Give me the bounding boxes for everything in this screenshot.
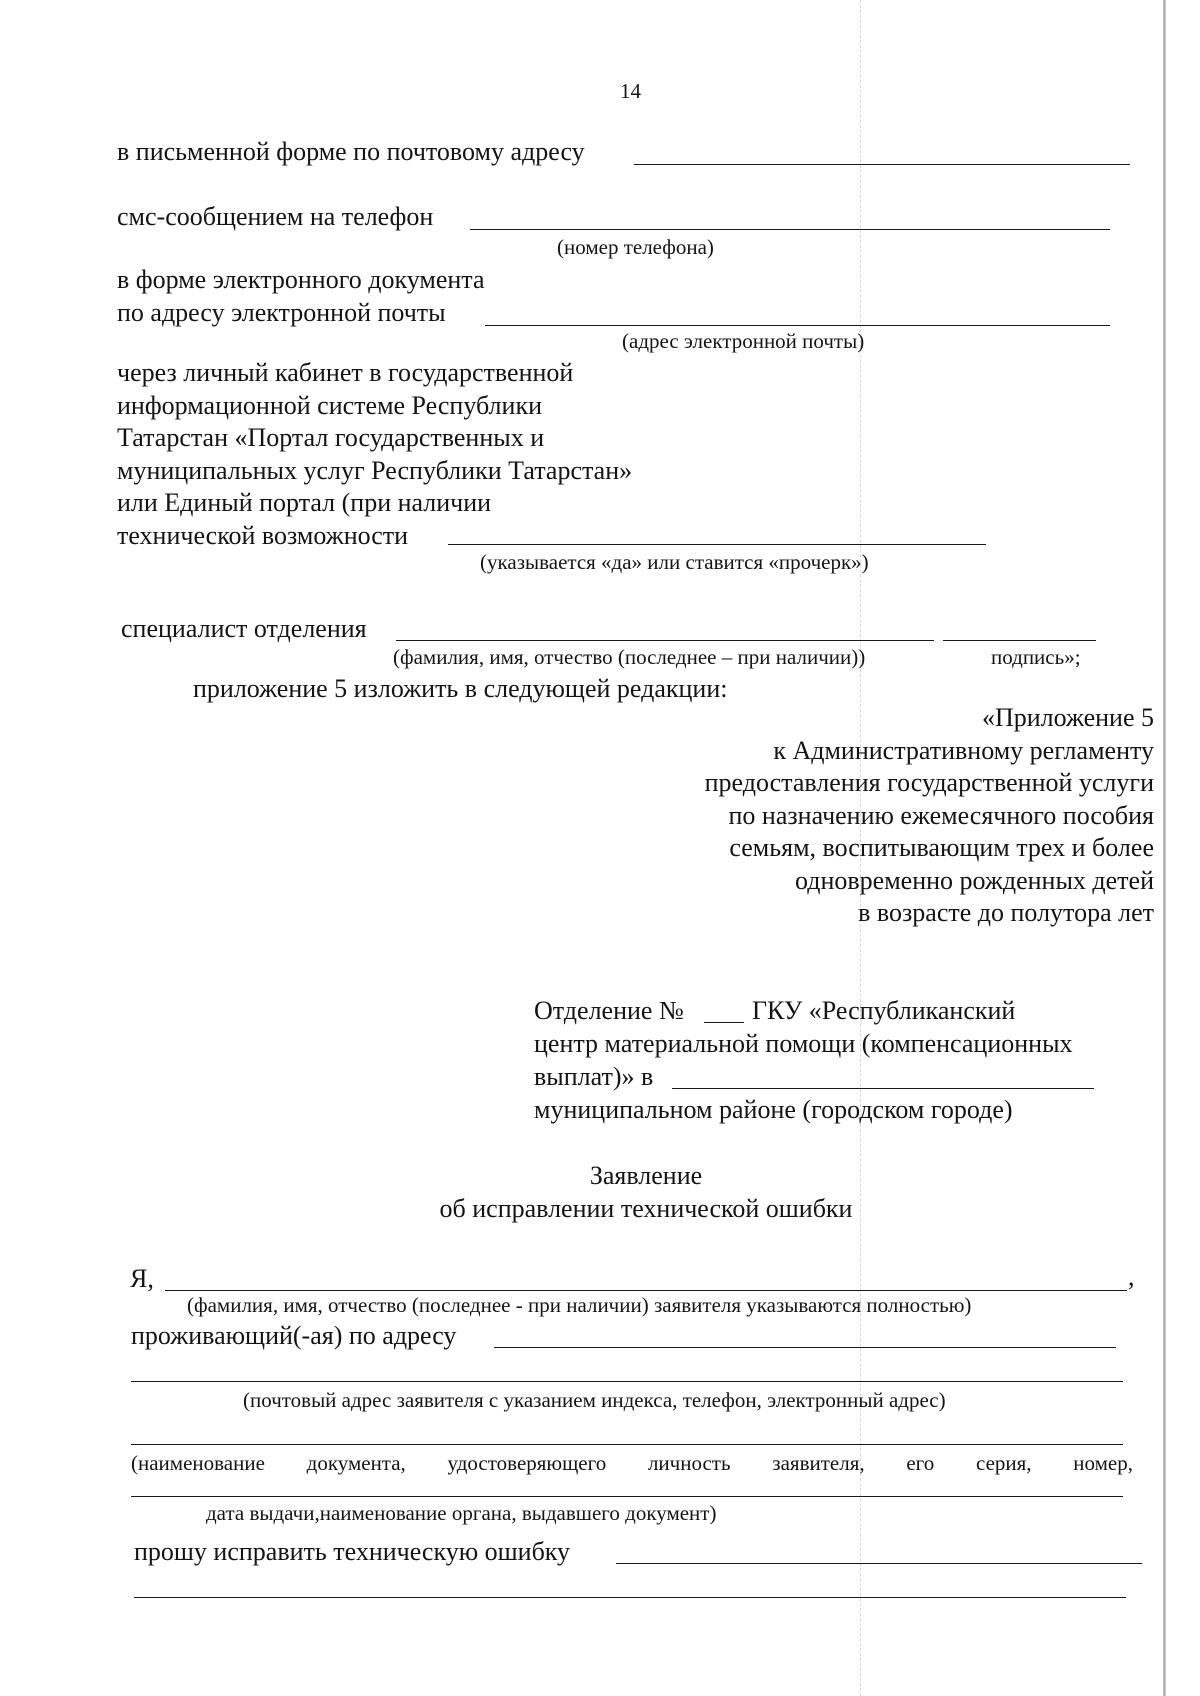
appendix-header-line: «Приложение 5 — [981, 703, 1154, 732]
addressee-line3-prefix: выплат)» в — [534, 1062, 654, 1091]
address-hint: (почтовый адрес заявителя с указанием индекса, телефон, электронный адрес) — [243, 1388, 946, 1412]
hint-word: его — [906, 1451, 935, 1475]
technical-error-field[interactable] — [616, 1563, 1142, 1564]
email-address-hint: (адрес электронной почты) — [622, 329, 865, 353]
sms-option-label: смс-сообщением на телефон — [117, 202, 434, 231]
cabinet-answer-field[interactable] — [448, 544, 986, 545]
applicant-i-label: Я, — [130, 1264, 154, 1293]
email-option-label-line2: по адресу электронной почты — [117, 298, 446, 327]
addressee-line1-prefix: Отделение № — [534, 996, 684, 1025]
identity-document-hint-line2: дата выдачи,наименование органа, выдавшего документ) — [206, 1501, 717, 1525]
scan-edge-shadow — [1163, 0, 1166, 1696]
postal-option-label: в письменной форме по почтовому адресу — [117, 137, 585, 166]
cabinet-line: технической возможности — [117, 520, 409, 550]
cabinet-line: или Единый портал (при наличии — [117, 488, 492, 517]
appendix-header — [560, 702, 1154, 930]
district-field[interactable] — [672, 1088, 1094, 1089]
addressee-line4: муниципальном районе (городском городе) — [534, 1095, 1013, 1124]
hint-word: серия, — [976, 1451, 1032, 1475]
form-title: Заявление — [589, 1161, 703, 1190]
postal-address-field[interactable] — [634, 164, 1130, 165]
applicant-name-comma: , — [1128, 1262, 1135, 1291]
addressee-line2: центр материальной помощи (компенсационных — [534, 1029, 1073, 1058]
address-field[interactable] — [494, 1347, 1116, 1348]
appendix-header-line: семьям, воспитывающим трех и более — [729, 833, 1154, 862]
hint-word: номер, — [1073, 1451, 1133, 1475]
email-address-field[interactable] — [485, 325, 1110, 326]
hint-word: заявителя, — [772, 1451, 865, 1475]
address-field-line2[interactable] — [131, 1381, 1123, 1382]
email-option-label-line1: в форме электронного документа — [117, 265, 485, 294]
department-number-field[interactable] — [704, 1022, 744, 1023]
phone-number-field[interactable] — [470, 229, 1110, 230]
appendix-header-line: предоставления государственной услуги — [704, 768, 1154, 797]
specialist-name-field[interactable] — [396, 640, 934, 641]
applicant-name-hint: (фамилия, имя, отчество (последнее - при наличии) заявителя указываются полностью) — [187, 1293, 972, 1317]
appendix-header-line: в возрасте до полутора лет — [858, 898, 1154, 927]
identity-document-field-line2[interactable] — [131, 1496, 1123, 1497]
hint-word: личность — [647, 1451, 731, 1475]
page-number: 14 — [620, 79, 641, 103]
identity-document-hint — [131, 1450, 1133, 1476]
appendix-header-line: по назначению ежемесячного пособия — [728, 800, 1154, 830]
cabinet-answer-hint: (указывается «да» или ставится «прочерк») — [480, 550, 869, 574]
cabinet-line: через личный кабинет в государственной — [117, 358, 574, 387]
cabinet-line: информационной системе Республики — [117, 390, 542, 420]
identity-document-field[interactable] — [131, 1444, 1123, 1445]
hint-word: удостоверяющего — [447, 1451, 607, 1475]
specialist-name-hint: (фамилия, имя, отчество (последнее – при наличии)) — [393, 645, 866, 669]
specialist-signature-field[interactable] — [943, 640, 1096, 641]
form-subtitle: об исправлении технической ошибки — [439, 1194, 853, 1223]
cabinet-line: муниципальных услуг Республики Татарстан» — [117, 455, 633, 485]
addressee-line1-suffix: ГКУ «Республиканский — [752, 996, 1016, 1025]
applicant-name-field[interactable] — [165, 1290, 1127, 1291]
specialist-label: специалист отделения — [121, 614, 367, 643]
amendment-text: приложение 5 изложить в следующей редакции: — [193, 674, 728, 703]
technical-error-field-line2[interactable] — [134, 1597, 1126, 1598]
phone-number-hint: (номер телефона) — [557, 235, 714, 259]
request-label: прошу исправить техническую ошибку — [134, 1537, 571, 1566]
address-label: проживающий(-ая) по адресу — [131, 1321, 457, 1350]
appendix-header-line: к Административному регламенту — [773, 735, 1154, 765]
specialist-signature-hint: подпись»; — [991, 645, 1081, 669]
hint-word: (наименование — [131, 1451, 265, 1475]
hint-word: документа, — [306, 1451, 406, 1475]
cabinet-option-label — [117, 357, 632, 552]
appendix-header-line: одновременно рожденных детей — [795, 865, 1154, 895]
cabinet-line: Татарстан «Портал государственных и — [117, 423, 545, 452]
